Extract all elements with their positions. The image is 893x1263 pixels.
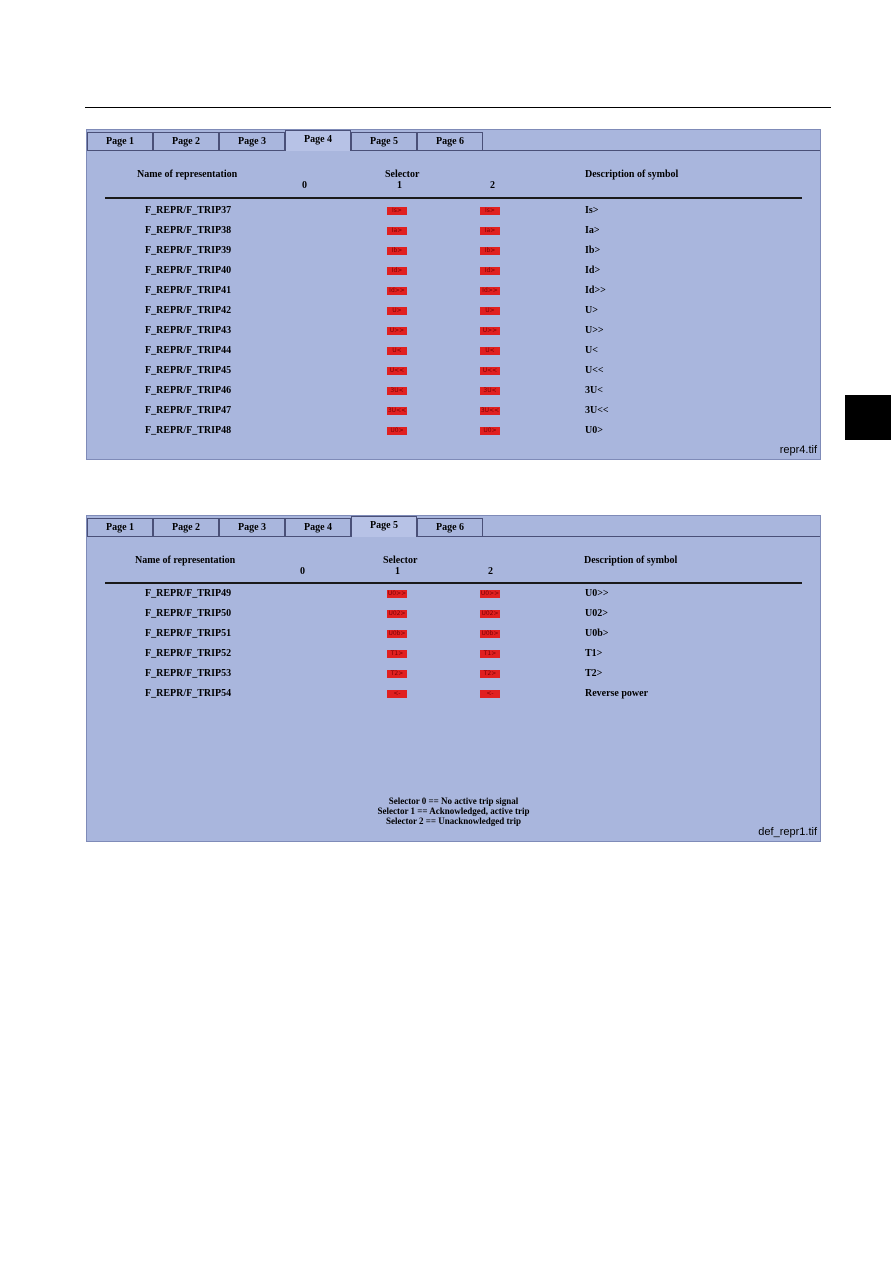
tab-page-6[interactable]: Page 6: [417, 518, 483, 536]
representation-name: F_REPR/F_TRIP46: [145, 385, 232, 396]
selector-2-indicator: Ib>: [480, 247, 500, 255]
selector-1-indicator: U0b>: [388, 630, 406, 637]
tab-page-2[interactable]: Page 2: [153, 518, 219, 536]
symbol-description: T2>: [585, 668, 603, 679]
table-row: [87, 588, 820, 602]
representation-name: F_REPR/F_TRIP50: [145, 608, 232, 619]
selector-1-indicator: Id>>: [387, 287, 407, 295]
selector-2-indicator: U0b>: [481, 630, 499, 637]
selector-2-indicator: Id>>: [480, 287, 500, 295]
selector-2-indicator: U0>: [480, 427, 500, 435]
table-row: [87, 608, 820, 622]
selector-2-indicator: U<: [480, 347, 500, 355]
symbol-description: 3U<<: [585, 405, 609, 416]
header-selector-1: 1: [395, 566, 400, 577]
table-row: [87, 425, 820, 439]
header-divider: [105, 197, 802, 199]
representation-name: F_REPR/F_TRIP38: [145, 225, 232, 236]
header-selector-1: 1: [397, 180, 402, 191]
header-name: Name of representation: [135, 555, 236, 566]
selector-1-indicator: T2>: [387, 670, 407, 678]
symbol-description: U<: [585, 345, 598, 356]
selector-1-indicator: Is>: [387, 207, 407, 215]
screenshot-panel-page5: [86, 515, 821, 842]
representation-name: F_REPR/F_TRIP52: [145, 648, 232, 659]
header-name: Name of representation: [137, 169, 238, 180]
symbol-description: U0>>: [585, 588, 609, 599]
table-row: [87, 688, 820, 702]
table-row: [87, 628, 820, 642]
symbol-description: Reverse power: [585, 688, 649, 699]
tab-bar: [87, 516, 820, 536]
table-row: [87, 225, 820, 239]
selector-1-indicator: U0>: [387, 427, 407, 435]
header-description: Description of symbol: [585, 169, 679, 180]
symbol-description: T1>: [585, 648, 603, 659]
representation-name: F_REPR/F_TRIP37: [145, 205, 232, 216]
selector-1-indicator: U<: [387, 347, 407, 355]
header-selector-2: 2: [488, 566, 493, 577]
selector-1-indicator: 3U<<: [387, 407, 407, 414]
selector-1-indicator: U>: [387, 307, 407, 315]
table-row: [87, 648, 820, 662]
selector-1-indicator: Id>: [387, 267, 407, 275]
tab-page-5[interactable]: Page 5: [351, 132, 417, 150]
header-selector-2: 2: [490, 180, 495, 191]
chapter-marker: [845, 395, 891, 440]
selector-1-indicator: U02>: [388, 610, 406, 617]
table-row: [87, 325, 820, 339]
tab-bar-line: [87, 536, 820, 537]
tab-page-4[interactable]: Page 4: [285, 518, 351, 536]
selector-2-indicator: <-: [480, 690, 500, 698]
tab-page-6[interactable]: Page 6: [417, 132, 483, 150]
tab-page-3[interactable]: Page 3: [219, 132, 285, 150]
tab-page-2[interactable]: Page 2: [153, 132, 219, 150]
legend-selector-0: Selector 0 == No active trip signal: [388, 796, 519, 806]
selector-1-indicator: U<<: [387, 367, 407, 375]
representation-name: F_REPR/F_TRIP47: [145, 405, 232, 416]
table-row: [87, 345, 820, 359]
representation-name: F_REPR/F_TRIP48: [145, 425, 232, 436]
selector-1-indicator: T1>: [387, 650, 407, 658]
header-divider: [105, 582, 802, 584]
selector-2-indicator: 3U<<: [480, 407, 500, 414]
image-filename: def_repr1.tif: [758, 826, 817, 838]
tab-page-4[interactable]: Page 4: [285, 130, 351, 151]
table-row: [87, 365, 820, 379]
selector-1-indicator: Ib>: [387, 247, 407, 255]
symbol-description: U>>: [585, 325, 604, 336]
table-row: [87, 385, 820, 399]
symbol-description: U<<: [585, 365, 604, 376]
selector-2-indicator: U02>: [481, 610, 499, 617]
representation-name: F_REPR/F_TRIP51: [145, 628, 232, 639]
representation-name: F_REPR/F_TRIP39: [145, 245, 232, 256]
header-selector: Selector: [383, 555, 418, 566]
symbol-description: U>: [585, 305, 598, 316]
selector-2-indicator: T2>: [480, 670, 500, 678]
selector-2-indicator: U0>>: [480, 590, 500, 597]
representation-name: F_REPR/F_TRIP45: [145, 365, 232, 376]
tab-bar: [87, 130, 820, 150]
representation-name: F_REPR/F_TRIP41: [145, 285, 232, 296]
selector-2-indicator: Is>: [480, 207, 500, 215]
selector-2-indicator: U>>: [480, 327, 500, 335]
header-selector: Selector: [385, 169, 420, 180]
header-selector-0: 0: [302, 180, 307, 191]
header-description: Description of symbol: [584, 555, 678, 566]
representation-name: F_REPR/F_TRIP40: [145, 265, 232, 276]
selector-2-indicator: 3U<: [480, 387, 500, 395]
header-selector-0: 0: [300, 566, 305, 577]
selector-1-indicator: 3U<: [387, 387, 407, 395]
selector-1-indicator: <-: [387, 690, 407, 698]
selector-2-indicator: U<<: [480, 367, 500, 375]
table-row: [87, 285, 820, 299]
table-row: [87, 265, 820, 279]
representation-name: F_REPR/F_TRIP53: [145, 668, 232, 679]
symbol-description: Is>: [585, 205, 599, 216]
tab-page-1[interactable]: Page 1: [87, 132, 153, 150]
selector-1-indicator: U0>>: [387, 590, 407, 597]
page-header-rule: [85, 107, 831, 108]
tab-page-1[interactable]: Page 1: [87, 518, 153, 536]
representation-name: F_REPR/F_TRIP54: [145, 688, 232, 699]
representation-name: F_REPR/F_TRIP49: [145, 588, 232, 599]
selector-1-indicator: Ia>: [387, 227, 407, 235]
symbol-description: U0b>: [585, 628, 609, 639]
symbol-description: Ia>: [585, 225, 600, 236]
screenshot-panel-page4: [86, 129, 821, 460]
selector-2-indicator: U>: [480, 307, 500, 315]
legend-selector-1: Selector 1 == Acknowledged, active trip: [377, 806, 530, 816]
selector-2-indicator: Id>: [480, 267, 500, 275]
table-row: [87, 405, 820, 419]
symbol-description: Id>: [585, 265, 601, 276]
tab-page-5[interactable]: Page 5: [351, 516, 417, 537]
selector-2-indicator: T1>: [480, 650, 500, 658]
tab-bar-line: [87, 150, 820, 151]
symbol-description: U0>: [585, 425, 603, 436]
selector-2-indicator: Ia>: [480, 227, 500, 235]
symbol-description: Id>>: [585, 285, 606, 296]
selector-1-indicator: U>>: [387, 327, 407, 335]
table-row: [87, 245, 820, 259]
image-filename: repr4.tif: [779, 444, 817, 456]
symbol-description: Ib>: [585, 245, 601, 256]
symbol-description: 3U<: [585, 385, 603, 396]
table-row: [87, 205, 820, 219]
table-row: [87, 305, 820, 319]
symbol-description: U02>: [585, 608, 608, 619]
representation-name: F_REPR/F_TRIP43: [145, 325, 232, 336]
table-row: [87, 668, 820, 682]
legend-selector-2: Selector 2 == Unacknowledged trip: [385, 816, 522, 826]
representation-name: F_REPR/F_TRIP44: [145, 345, 232, 356]
representation-name: F_REPR/F_TRIP42: [145, 305, 232, 316]
tab-page-3[interactable]: Page 3: [219, 518, 285, 536]
